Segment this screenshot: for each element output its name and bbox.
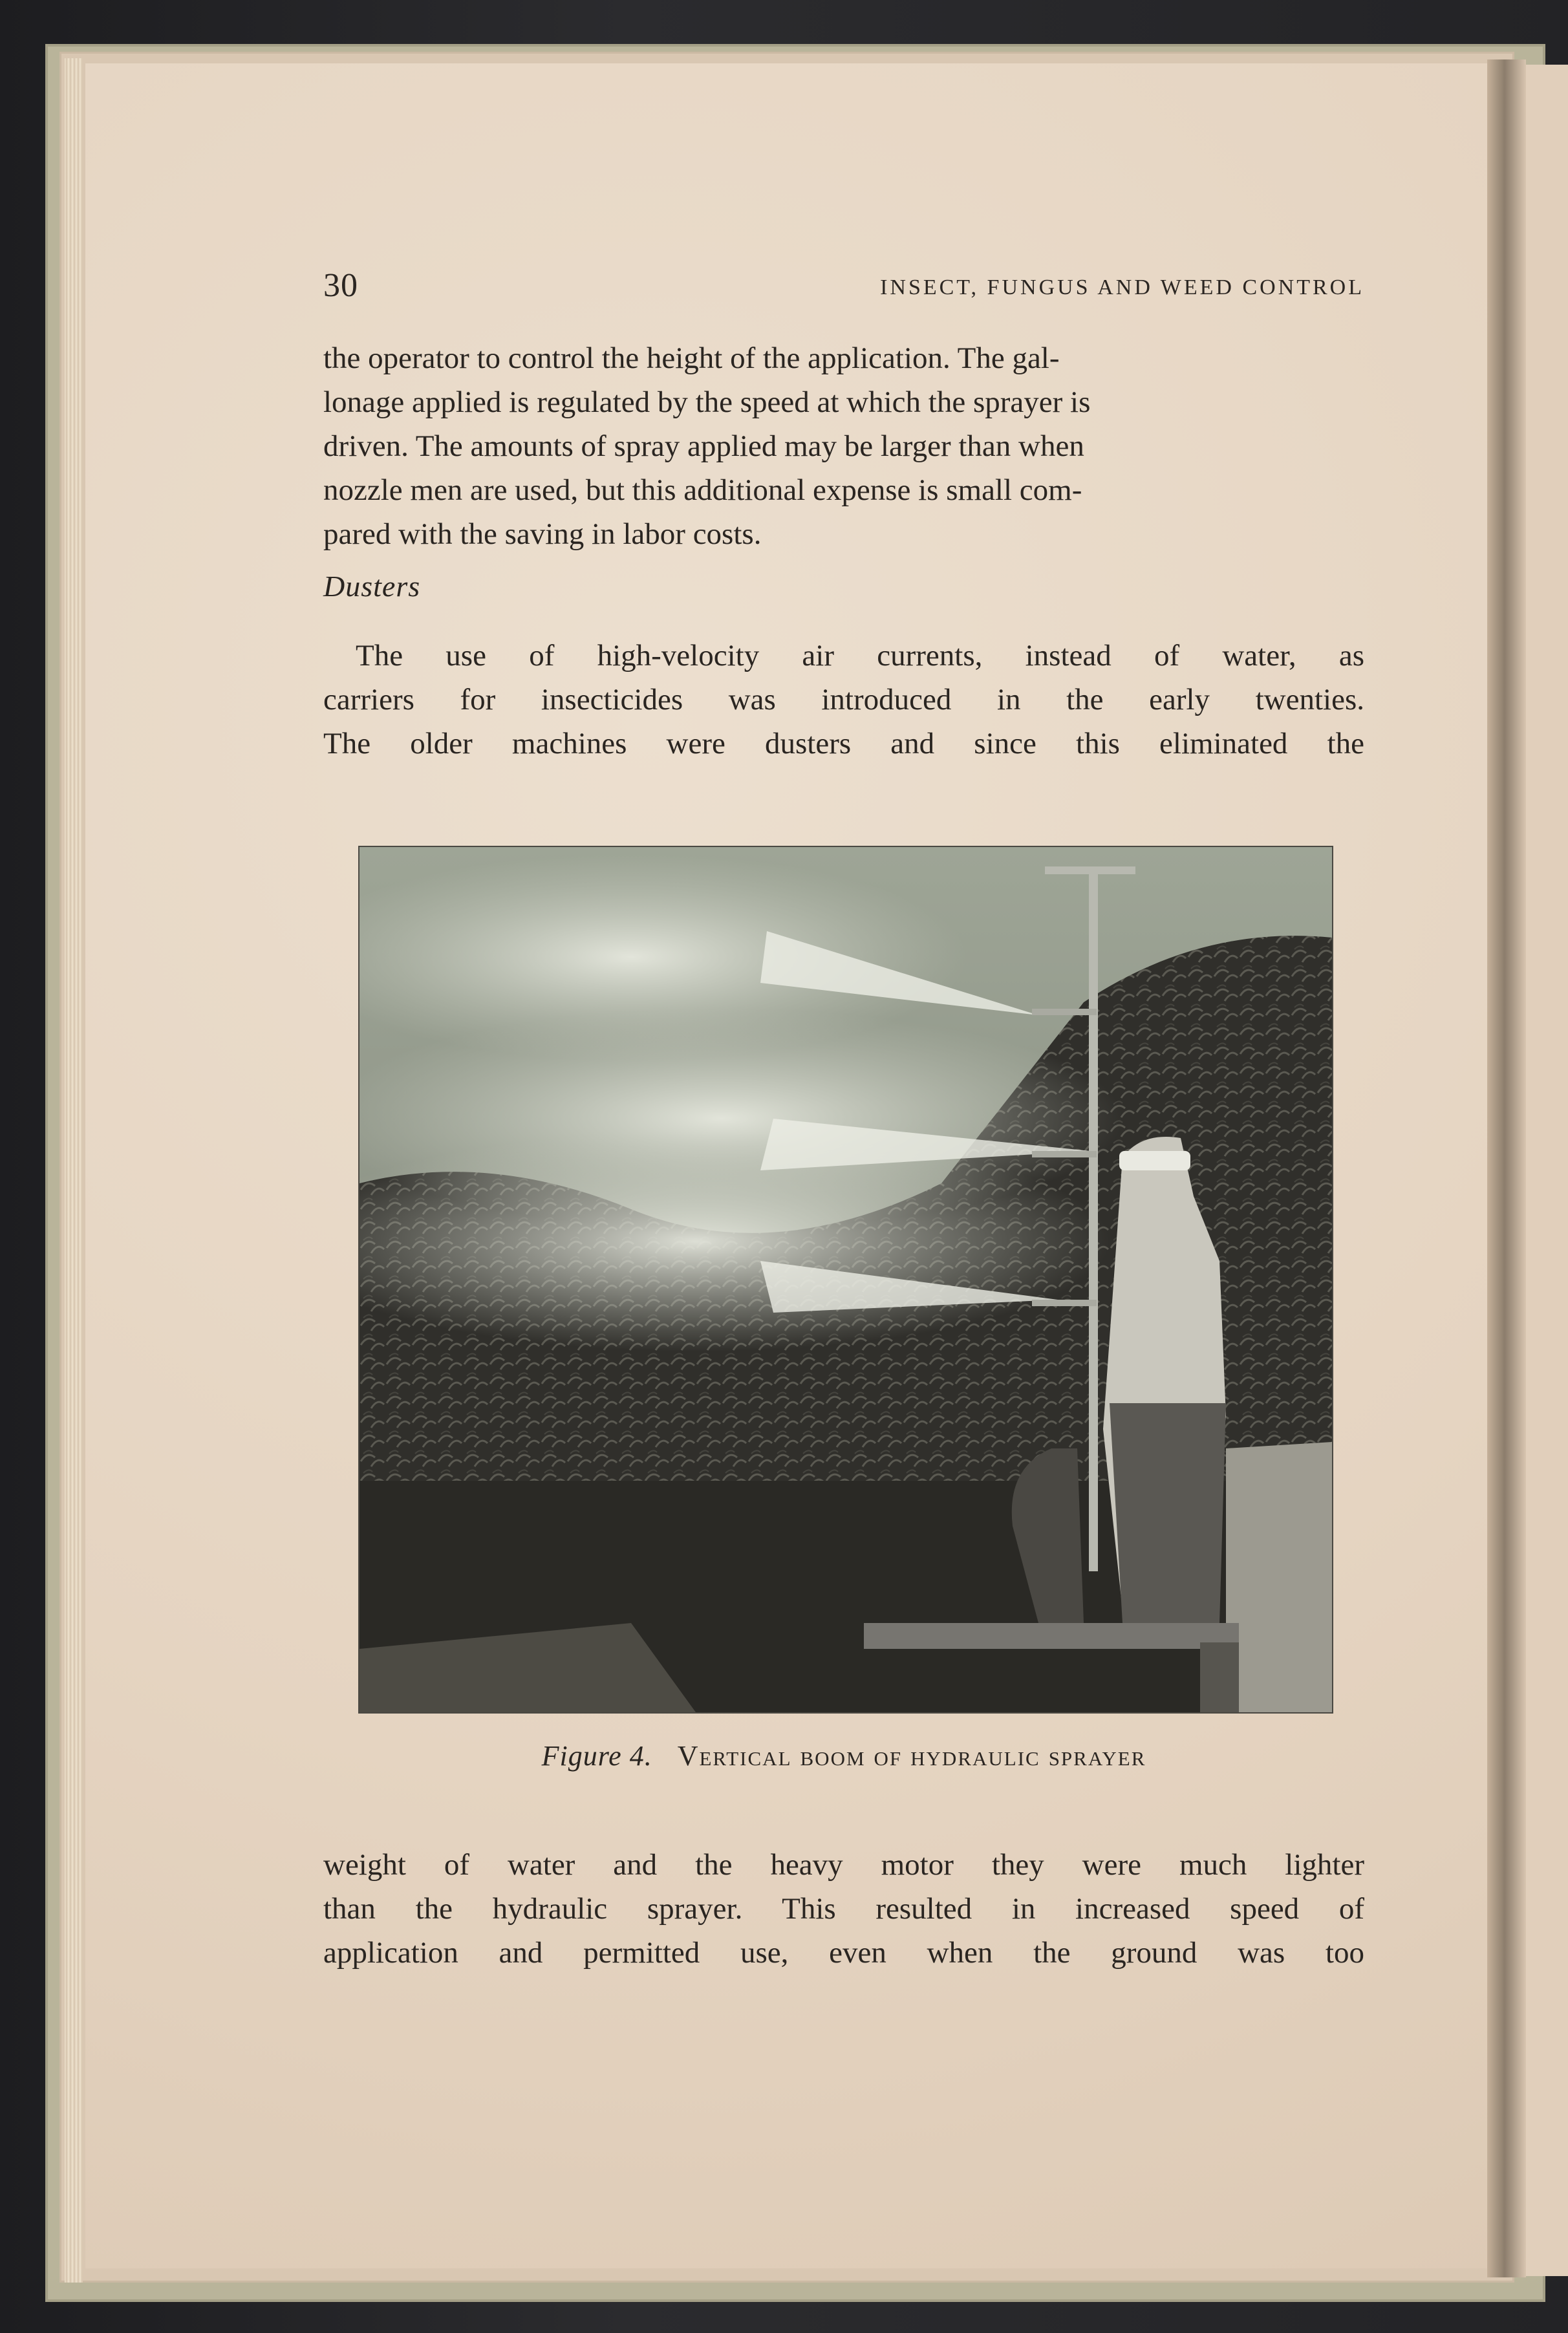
paragraph-2 [323, 634, 1364, 766]
text-line: weight of water and the heavy motor they were much lighter [323, 1848, 1364, 1882]
text-line: pared with the saving in labor costs. [323, 517, 762, 551]
book-gutter [1487, 59, 1526, 2277]
text-line: lonage applied is regulated by the speed at which the sprayer is [323, 385, 1091, 419]
section-subheading: Dusters [323, 570, 421, 603]
text-line: the operator to control the height of the application. The gal- [323, 341, 1060, 375]
page-edges [65, 58, 83, 2283]
text-line: driven. The amounts of spray applied may be larger than when [323, 429, 1084, 463]
figure-label: Figure 4. [541, 1740, 652, 1772]
text-line: carriers for insecticides was introduced in the early twenties. [323, 683, 1364, 716]
page-header [323, 266, 1364, 305]
facing-page-edge [1526, 65, 1568, 2276]
text-line: application and permitted use, even when the ground was too [323, 1936, 1364, 1970]
running-head: INSECT, FUNGUS AND WEED CONTROL [880, 275, 1364, 299]
text-line: The use of high-velocity air currents, instead of water, as [356, 639, 1364, 672]
figure-caption [323, 1739, 1364, 1772]
photo-vertical-boom-sprayer [360, 847, 1332, 1712]
text-line: than the hydraulic sprayer. This resulted in increased speed of [323, 1892, 1364, 1926]
figure-title: Vertical boom of hydraulic sprayer [677, 1740, 1146, 1772]
paragraph-3 [323, 1843, 1364, 1975]
text-line: nozzle men are used, but this additional expense is small com- [323, 473, 1082, 507]
figure-photo [360, 847, 1332, 1712]
paragraph-1 [323, 336, 1364, 556]
text-line: The older machines were dusters and since this eliminated the [323, 727, 1364, 760]
page-number: 30 [323, 267, 358, 304]
